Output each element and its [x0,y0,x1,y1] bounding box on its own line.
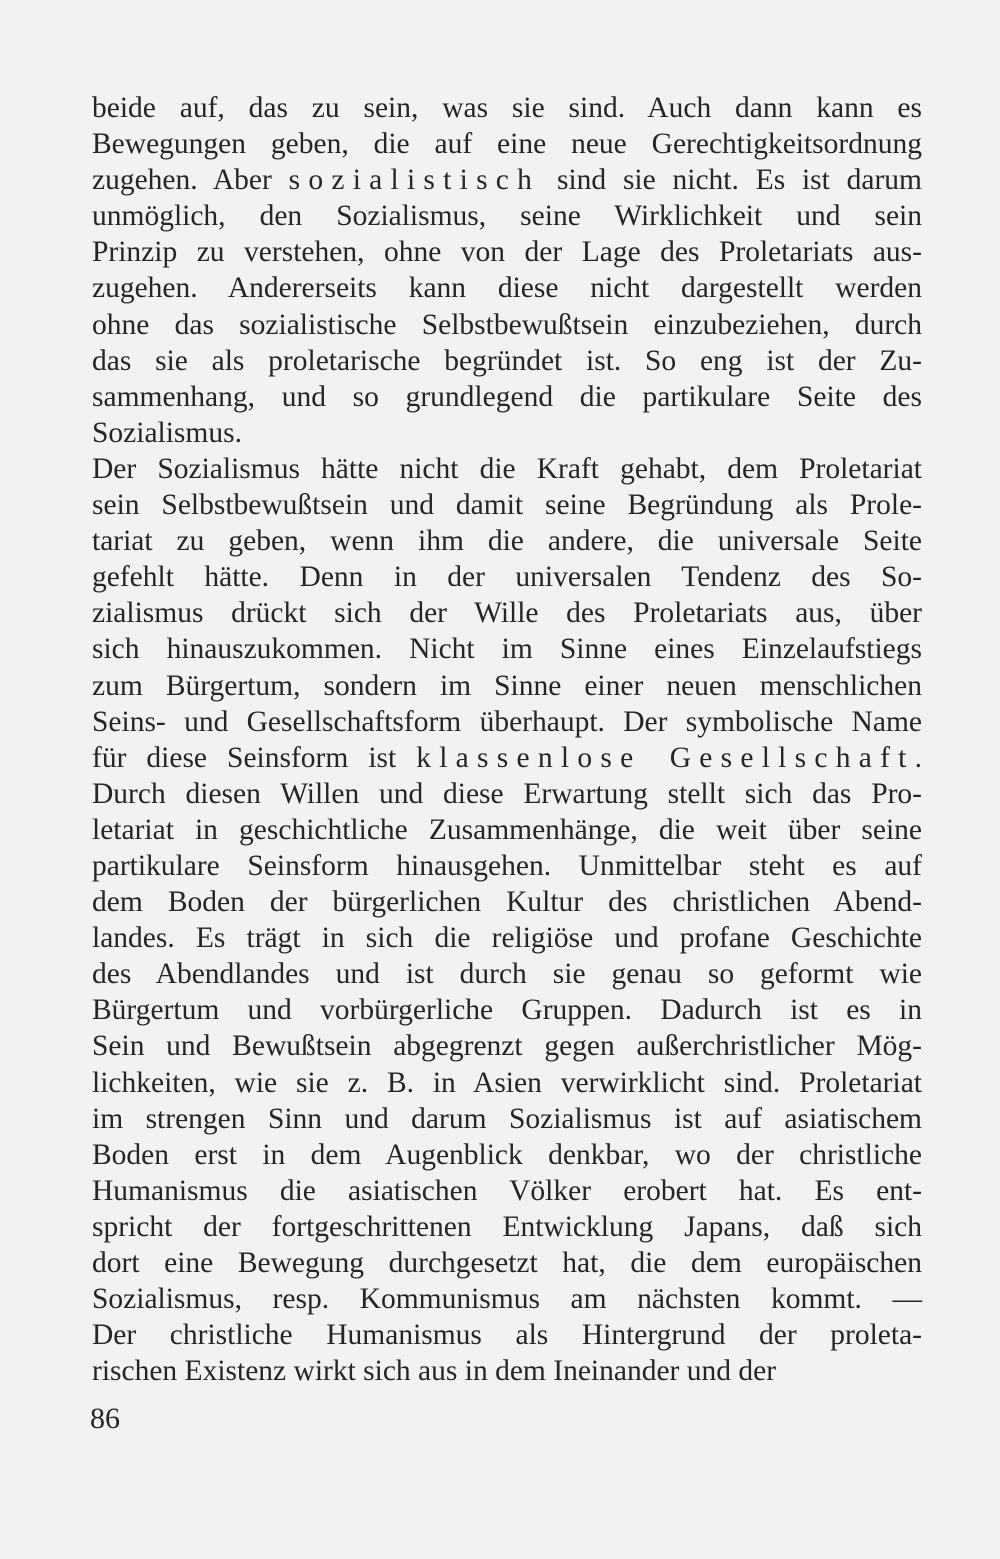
text-line [92,956,922,992]
text-line [92,1245,922,1281]
text-run: im strengen Sinn und darum Sozialismus ist auf asiatischem [92,1102,922,1135]
text-run: Humanismus die asiatischen Völker erobert hat. Es ent- [92,1174,922,1207]
text-run: beide auf, das zu sein, was sie sind. Auch dann kann es [92,92,922,124]
text-run: Sozialismus. [92,416,242,449]
text-run: sein Selbstbewußtsein und damit seine Begründung als Prole- [92,489,922,522]
text-line [92,415,922,451]
text-line [92,1317,922,1353]
text-line [92,559,922,595]
text-run: Der Sozialismus hätte nicht die Kraft gehabt, dem Proletariat [92,452,922,485]
text-run: Prinzip zu verstehen, ohne von der Lage des Proletariats aus- [92,236,922,269]
text-line [92,1173,922,1209]
text-run: sammenhang, und so grundlegend die partikulare Seite des [92,380,922,413]
text-run: Durch diesen Willen und diese Erwartung stellt sich das Pro- [92,777,922,810]
text-run: Seins- und Gesellschaftsform überhaupt. Der symbolische Name [92,705,922,738]
text-line [92,90,922,126]
paragraph [92,451,922,1389]
text-line [92,487,922,523]
text-line [92,1028,922,1064]
emphasized-text: klassenlose Gesellschaft [416,741,915,774]
text-run: Der christliche Humanismus als Hintergrund der proleta- [92,1319,922,1352]
text-run: Bewegungen geben, die auf eine neue Gerechtigkeitsordnung [92,128,922,161]
text-line [92,1209,922,1245]
text-line [92,162,922,198]
text-run: ohne das sozialistische Selbstbewußtsein einzubeziehen, durch [92,308,922,341]
text-line [92,920,922,956]
text-line [92,668,922,704]
text-line [92,198,922,234]
text-line [92,1101,922,1137]
text-line [92,1065,922,1101]
text-line [92,126,922,162]
text-run: spricht der fortgeschrittenen Entwicklung Japans, daß sich [92,1210,922,1243]
text-run: unmöglich, den Sozialismus, seine Wirklichkeit und sein [92,200,922,233]
text-line [92,1137,922,1173]
paragraph [92,90,922,451]
text-line [92,234,922,270]
text-line [92,740,922,776]
text-line [92,270,922,306]
text-line [92,848,922,884]
text-run: das sie als proletarische begründet ist. So eng ist der Zu- [92,344,922,377]
text-line [92,343,922,379]
text-run: dem Boden der bürgerlichen Kultur des christlichen Abend- [92,886,922,919]
text-run: tariat zu geben, wenn ihm die andere, die universale Seite [92,525,922,558]
text-line [92,379,922,415]
text-line [92,884,922,920]
text-line [92,1353,922,1389]
text-run: Sozialismus, resp. Kommunismus am nächsten kommt. — [92,1283,922,1316]
text-run: sich hinauszukommen. Nicht im Sinne eines Einzelaufstiegs [92,633,922,666]
text-run: zugehen. Aber [92,164,289,197]
text-run: Sein und Bewußtsein abgegrenzt gegen außerchristlicher Mög- [92,1030,922,1063]
text-run: zialismus drückt sich der Wille des Proletariats aus, über [92,597,922,630]
text-run: des Abendlandes und ist durch sie genau so geformt wie [92,958,922,991]
text-line [92,704,922,740]
text-line [92,451,922,487]
text-run: rischen Existenz wirkt sich aus in dem Ineinander und der [92,1355,777,1388]
text-run: . [914,741,922,774]
text-line [92,992,922,1028]
text-run: für diese Seinsform ist [92,741,417,774]
text-run: letariat in geschichtliche Zusammenhänge, die weit über seine [92,813,922,846]
text-run: dort eine Bewegung durchgesetzt hat, die dem europäischen [92,1247,922,1279]
text-line [92,523,922,559]
text-run: gefehlt hätte. Denn in der universalen Tendenz des So- [92,561,922,594]
text-run: landes. Es trägt in sich die religiöse und profane Geschichte [92,922,922,955]
emphasized-text: sozialistisch [288,164,541,197]
text-line [92,1281,922,1317]
text-line [92,307,922,343]
text-line [92,631,922,667]
body-text [92,90,922,1389]
text-line [92,776,922,812]
text-run: sind sie nicht. Es ist darum [540,164,922,197]
text-run: zum Bürgertum, sondern im Sinne einer neuen menschlichen [92,669,922,702]
text-line [92,595,922,631]
text-line [92,812,922,848]
text-run: zugehen. Andererseits kann diese nicht dargestellt werden [92,272,922,305]
page-number: 86 [90,1402,120,1435]
text-run: partikulare Seinsform hinausgehen. Unmittelbar steht es auf [92,849,922,882]
text-run: Boden erst in dem Augenblick denkbar, wo der christliche [92,1138,922,1171]
text-run: lichkeiten, wie sie z. B. in Asien verwirklicht sind. Proletariat [92,1066,922,1099]
text-run: Bürgertum und vorbürgerliche Gruppen. Dadurch ist es in [92,994,922,1027]
